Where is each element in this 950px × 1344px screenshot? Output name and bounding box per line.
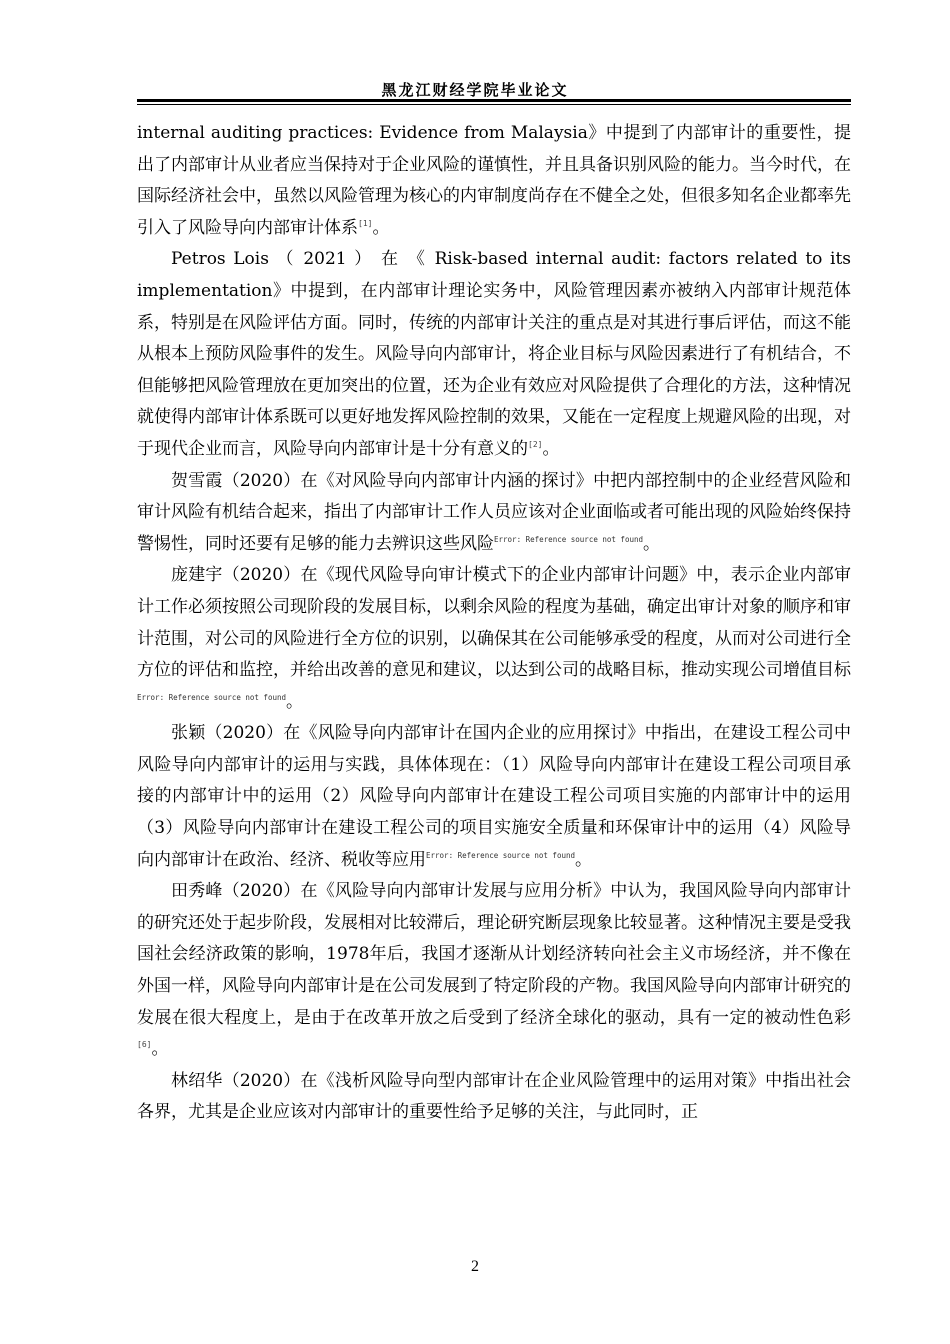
paragraph-end: 。 <box>286 691 304 712</box>
paragraph-text: Petros Lois （ 2021 ） 在 《 Risk-based internal audit: factors related to its implementation》中提到，在内部审计理论实务中，风险管理因素亦被纳入内部审计规范体系，特别是在风险评估方面。同时，传统的内部审计关注的重点是对其进行事后评估，而这不能从根本上预防风险事件的发生。风险导向内部审计，将企业目标与风险因素进行了有机结合，不但能够把风险管理放在更加突出的位置，还为企业有效应对风险提供了合理化的方法，这种情况就使得内部审计体系既可以更好地发挥风险控制的效果，又能在一定程度上规避风险的出现，对于现代企业而言，风险导向内部审计是十分有意义的 <box>137 249 851 459</box>
paragraph-end: 。 <box>151 1039 169 1060</box>
citation-error: Error: Reference source not found <box>426 850 576 860</box>
paragraph <box>137 244 851 465</box>
citation-ref: [2] <box>528 439 543 449</box>
paragraph <box>137 466 851 561</box>
citation-error: Error: Reference source not found <box>137 692 287 702</box>
citation-ref: [1] <box>358 218 373 228</box>
paragraph <box>137 718 851 876</box>
page-number: 2 <box>471 1258 479 1275</box>
paragraph <box>137 118 851 244</box>
paragraph-text: 田秀峰（2020）在《风险导向内部审计发展与应用分析》中认为，我国风险导向内部审计的研究还处于起步阶段，发展相对比较滞后，理论研究断层现象比较显著。这种情况主要是受我国社会经济政策的影响，1978年后，我国才逐渐从计划经济转向社会主义市场经济，并不像在外国一样，风险导向内部审计是在公司发展到了特定阶段的产物。我国风险导向内部审计研究的发展在很大程度上，是由于在改革开放之后受到了经济全球化的驱动，具有一定的被动性色彩 <box>137 881 851 1028</box>
paragraph-text: internal auditing practices: Evidence from Malaysia》中提到了内部审计的重要性，提出了内部审计从业者应当保持对于企业风险的谨慎性，并且具备识别风险的能力。当今时代，在国际经济社会中，虽然以风险管理为核心的内审制度尚存在不健全之处，但很多知名企业都率先引入了风险导向内部审计体系 <box>137 123 851 238</box>
paragraph-text: 林绍华（2020）在《浅析风险导向型内部审计在企业风险管理中的运用对策》中指出社会各界，尤其是企业应该对内部审计的重要性给予足够的关注，与此同时，正 <box>137 1070 851 1123</box>
paragraph-text: 张颖（2020）在《风险导向内部审计在国内企业的应用探讨》中指出，在建设工程公司中风险导向内部审计的运用与实践，具体体现在：（1）风险导向内部审计在建设工程公司项目承接的内部审计中的运用（2）风险导向内部审计在建设工程公司项目实施的内部审计中的运用（3）风险导向内部审计在建设工程公司的项目实施安全质量和环保审计中的运用（4）风险导向内部审计在政治、经济、税收等应用 <box>137 723 851 870</box>
running-header: 黑龙江财经学院毕业论文 <box>381 81 569 99</box>
header-rule <box>137 99 851 102</box>
paragraph-end: 。 <box>542 438 560 459</box>
paragraph-end: 。 <box>372 217 390 238</box>
header-rule-thin <box>137 104 851 105</box>
paragraph-end: 。 <box>575 849 593 870</box>
citation-ref: [6] <box>137 1040 152 1050</box>
paragraph-text: 庞建宇（2020）在《现代风险导向审计模式下的企业内部审计问题》中，表示企业内部审计工作必须按照公司现阶段的发展目标，以剩余风险的程度为基础，确定出审计对象的顺序和审计范围，对公司的风险进行全方位的识别，以确保其在公司能够承受的程度，从而对公司进行全方位的评估和监控，并给出改善的意见和建议，以达到公司的战略目标，推动实现公司增值目标 <box>137 565 851 681</box>
paragraph-end: 。 <box>643 533 661 554</box>
paragraph <box>137 1066 851 1129</box>
paragraph <box>137 560 851 718</box>
citation-error: Error: Reference source not found <box>494 534 644 544</box>
paragraph-text: 贺雪霞（2020）在《对风险导向内部审计内涵的探讨》中把内部控制中的企业经营风险和审计风险有机结合起来，指出了内部审计工作人员应该对企业面临或者可能出现的风险始终保持警惕性，同时还要有足够的能力去辨识这些风险 <box>137 470 851 554</box>
paragraph <box>137 876 851 1066</box>
body-text <box>137 118 851 1129</box>
